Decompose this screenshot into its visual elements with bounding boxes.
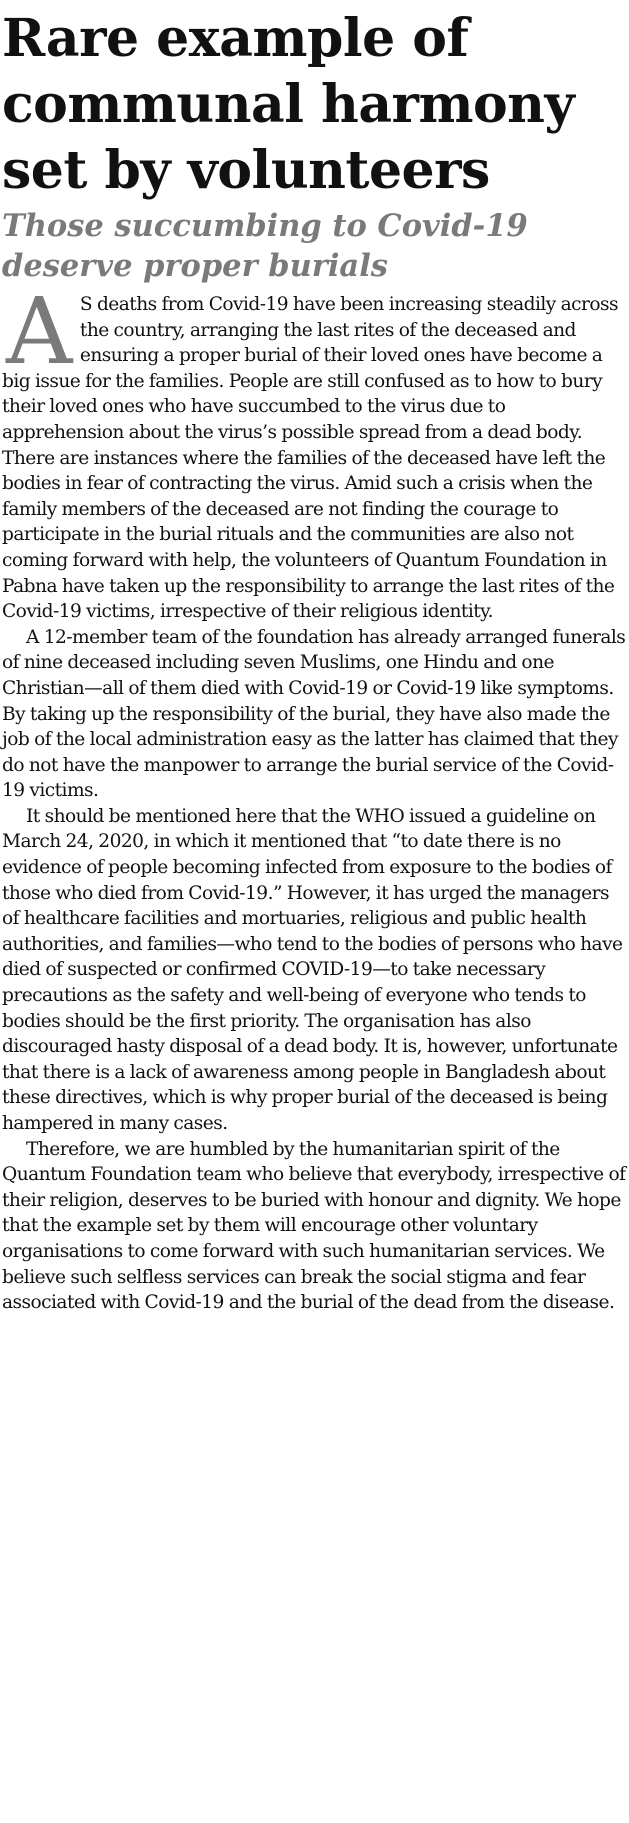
paragraph-4: Therefore, we are humbled by the humanitarian spirit of the Quantum Foundation team who believe that everybody, irrespective of their religion, deserves to be buried with honour and dignity. We hope that the example set by them will encourage other voluntary organisations to come forward with such humanitarian services. We believe such selfless services can break the social stigma and fear associated with Covid-19 and the burial of the dead from the disease. [2, 1138, 626, 1314]
headline: Rare example of communal harmony set by volunteers [2, 8, 575, 201]
article-body [2, 278, 627, 1316]
paragraph-1 [2, 278, 627, 625]
subheadline: Those succumbing to Covid-19 deserve proper burials [2, 208, 528, 284]
paragraph-3: It should be mentioned here that the WHO issued a guideline on March 24, 2020, in which it mentioned that “to date there is no evidence of people becoming infected from exposure to the bodies of those who died from Covid-19.” However, it has urged the managers of healthcare facilities and mortuaries, religious and public health authorities, and families—who tend to the bodies of persons who have died of suspected or confirmed COVID-19—to take necessary precautions as the safety and well-being of everyone who tends to bodies should be the first priority. The organisation has also discouraged hasty disposal of a dead body. It is, however, unfortunate that there is a lack of awareness among people in Bangladesh about these directives, which is why proper burial of the deceased is being hampered in many cases. [2, 805, 623, 1134]
paragraph-1-text: S deaths from Covid-19 have been increasing steadily across the country, arranging the last rites of the deceased and ensuring a proper burial of their loved ones have become a big issue for the families. People are still confused as to how to bury their loved ones who have succumbed to the virus due to apprehension about the virus’s possible spread from a dead body. There are instances where the families of the deceased have left the bodies in fear of contracting the virus. Amid such a crisis when the family members of the deceased are not finding the courage to participate in the burial rituals and the communities are also not coming forward with help, the volunteers of Quantum Foundation in Pabna have taken up the responsibility to arrange the last rites of the Covid-19 victims, irrespective of their religious identity. [2, 294, 618, 623]
drop-cap: A [6, 278, 72, 385]
paragraph-2: A 12-member team of the foundation has already arranged funerals of nine deceased including seven Muslims, one Hindu and one Christian—all of them died with Covid-19 or Covid-19 like symptoms. By taking up the responsibility of the burial, they have also made the job of the local administration easy as the latter has claimed that they do not have the manpower to arrange the burial service of the Covid-19 victims. [2, 626, 626, 802]
